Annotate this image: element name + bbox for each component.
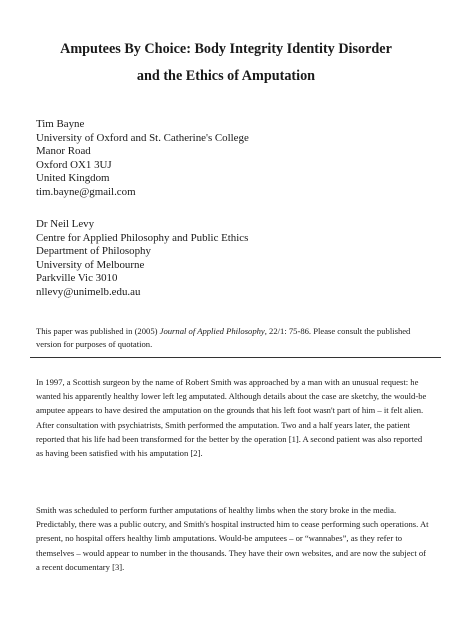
paper-title-line-1: Amputees By Choice: Body Integrity Identity Disorder (60, 41, 392, 57)
author-address-country: United Kingdom (36, 172, 110, 184)
paper-title-line-2: and the Ethics of Amputation (136, 68, 316, 84)
author-affiliation: University of Oxford and St. Catherine's College (36, 131, 249, 144)
author-address-city: Oxford OX1 3UJ (36, 158, 112, 171)
author-name: Tim Bayne (36, 118, 85, 130)
author-block-levy (36, 218, 436, 299)
author-name: Dr Neil Levy (36, 218, 95, 230)
publication-note (36, 325, 436, 350)
author-email: nllevy@unimelb.edu.au (36, 285, 141, 298)
author-department: Department of Philosophy (36, 245, 151, 257)
body-paragraph-1: In 1997, a Scottish surgeon by the name of Robert Smith was approached by a man with an unusual request: he wanted his apparently healthy lower left leg amputated. Although details about the case are sketchy, the would-be amputee appears to have desired the amputation on the grounds that his left foot wasn't part of him – it felt alien. After consultation with psychiatrists, Smith performed the amputation. Two and a half years later, the patient reported that his life had been transformed for the better by the operation [1]. A second patient was also reported as having been satisfied with his amputation [2]. (36, 377, 427, 459)
body-paragraph-2: Smith was scheduled to perform further amputations of healthy limbs when the story broke in the media. Predictably, there was a public outcry, and Smith's hospital instructed him to cease performing such operations. At present, no hospital offers healthy limb amputations. Would-be amputees – or “wannabes”, as they refer to themselves – would appear to number in the thousands. They have their own websites, and are now the subject of a recent documentary [3]. (36, 505, 429, 572)
author-block-bayne (36, 118, 436, 199)
author-address-street: Manor Road (36, 145, 91, 157)
author-address-city: Parkville Vic 3010 (36, 272, 118, 284)
author-university: University of Melbourne (36, 258, 145, 271)
publication-note-before: This paper was published in (2005) (36, 326, 160, 336)
publication-note-after: , 22/1: 75-86. Please consult the published version for purposes of quotation. (36, 326, 411, 349)
horizontal-rule (30, 357, 441, 358)
journal-name: Journal of Applied Philosophy (159, 326, 265, 336)
author-email: tim.bayne@gmail.com (36, 185, 136, 198)
author-affiliation: Centre for Applied Philosophy and Public Ethics (36, 231, 249, 244)
